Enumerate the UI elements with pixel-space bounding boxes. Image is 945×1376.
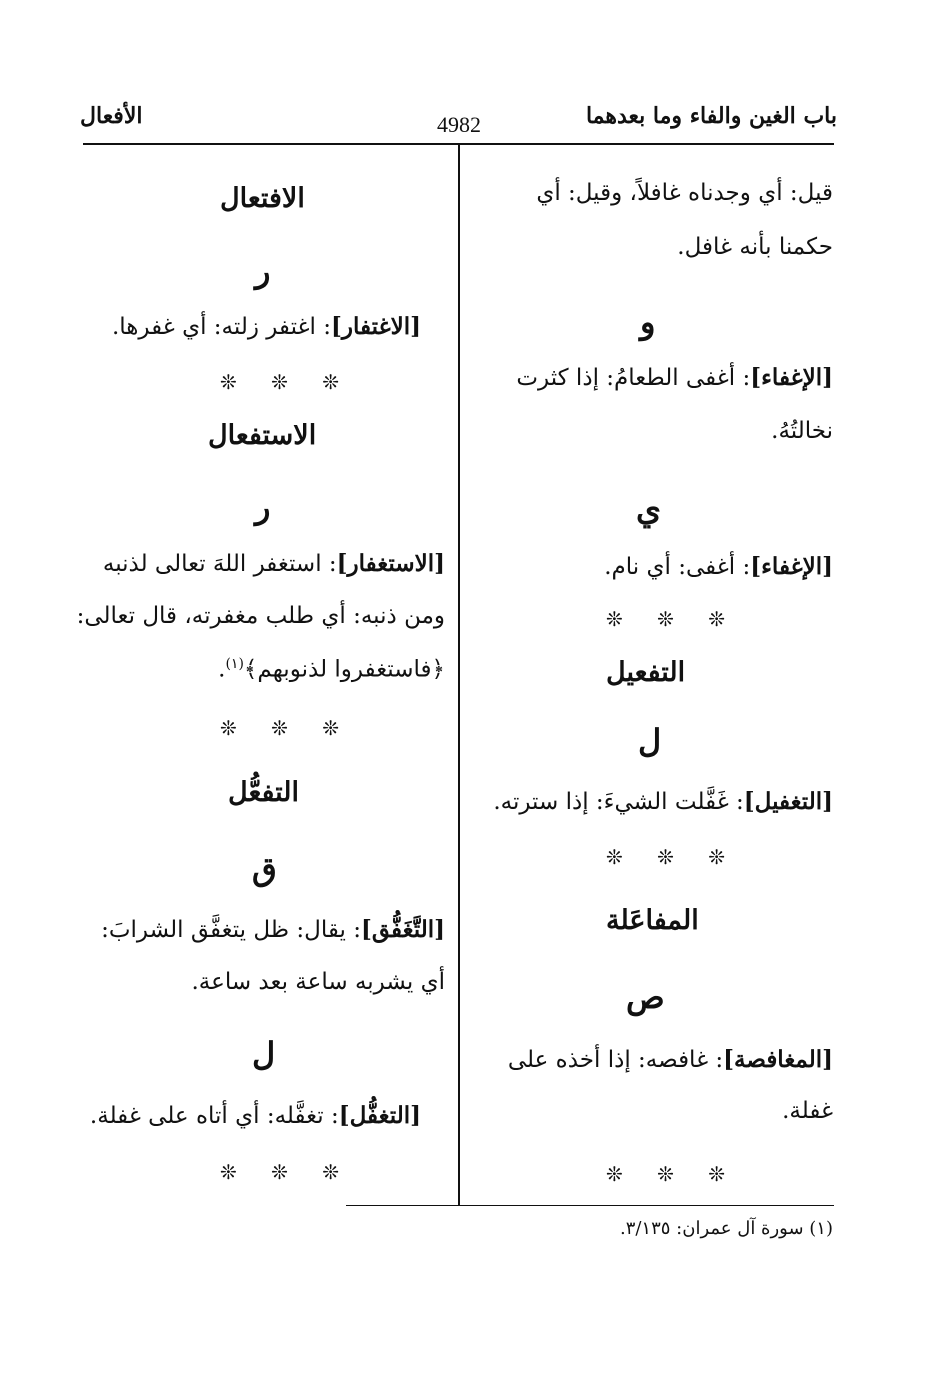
section-title-tafaul: التفعُّل [228, 777, 300, 808]
entry-term: [الإغفاء] [750, 364, 833, 391]
entry-taghfil [493, 788, 833, 817]
letter-heading-ra: ر [255, 252, 271, 290]
section-title-iftial: الافتعال [220, 183, 305, 214]
footnote-rule [346, 1205, 834, 1206]
entry-ightifar [112, 313, 421, 342]
entry-taghaffuq [101, 916, 445, 945]
entry-term: [المغافصة] [723, 1046, 833, 1073]
entry-istighfar-cont: ومن ذنبه: أي طلب مغفرته، قال تعالى: [76, 603, 445, 629]
letter-heading-lam: ل [638, 722, 662, 760]
letter-heading-sad: ص [626, 978, 665, 1016]
section-title-tafil: التفعيل [606, 657, 686, 688]
entry-istighfar [103, 550, 445, 579]
column-divider [458, 145, 460, 1205]
sentence-end: . [218, 656, 226, 683]
entry-definition: : اغتفر زلته: أي غفرها. [111, 314, 331, 340]
entry-definition: : تغفَّله: أي أتاه على غفلة. [89, 1103, 339, 1129]
right-line-1: قيل: أي وجدناه غافلاً، وقيل: أي [536, 180, 833, 206]
letter-heading-waw: و [640, 303, 656, 341]
letter-heading-lam: ل [252, 1035, 276, 1073]
entry-ighfa-1-cont: نخالتُهُ. [771, 418, 833, 444]
entry-term: [التَّغَفُّق] [360, 916, 445, 943]
entry-definition: : أغفى الطعامُ: إذا كثرت [516, 365, 751, 391]
section-divider-stars: ❊ ❊ ❊ [220, 716, 353, 740]
entry-term: [الإغفاء] [750, 553, 833, 580]
running-head-chapter: الأفعال [80, 103, 143, 129]
entry-definition: : استغفر اللهَ تعالى لذنبه [102, 551, 337, 577]
entry-definition: : أغفى: أي نام. [604, 554, 751, 580]
section-title-istifal: الاستفعال [208, 420, 317, 451]
section-divider-stars: ❊ ❊ ❊ [606, 607, 739, 631]
entry-mughafasa [508, 1046, 833, 1075]
footnote-marker: (١) [225, 656, 244, 672]
entry-term: [التغفُّل] [338, 1102, 421, 1129]
entry-ighfa-1 [516, 364, 833, 393]
entry-taghaffuq-cont: أي يشربه ساعة بعد ساعة. [191, 969, 445, 995]
section-divider-stars: ❊ ❊ ❊ [220, 1160, 353, 1184]
section-divider-stars: ❊ ❊ ❊ [606, 1162, 739, 1186]
page-number: 4982 [437, 112, 481, 137]
entry-ighfa-2 [604, 553, 833, 582]
section-divider-stars: ❊ ❊ ❊ [606, 845, 739, 869]
entry-definition: : يقال: ظل يتغفَّق الشرابَ: [101, 917, 361, 943]
entry-definition: : غافصه: إذا أخذه على [507, 1047, 724, 1073]
entry-istighfar-quote [218, 656, 445, 684]
section-divider-stars: ❊ ❊ ❊ [220, 370, 353, 394]
letter-heading-ya: ي [636, 490, 662, 528]
right-line-2: حكمنا بأنه غافل. [677, 234, 833, 260]
entry-mughafasa-cont: غفلة. [782, 1098, 833, 1124]
letter-heading-qaf: ق [252, 850, 277, 888]
section-title-mufaala: المفاعَلة [606, 905, 699, 936]
letter-heading-ra: ر [255, 488, 271, 526]
quran-quote: ﴿فاستغفروا لذنوبهم﴾ [243, 656, 445, 683]
entry-term: [الاستغفار] [336, 550, 445, 577]
running-head-section: باب الغين والفاء وما بعدهما [585, 103, 837, 129]
entry-taghaffl [90, 1102, 421, 1131]
entry-definition: : غَفَّلت الشيءَ: إذا سترته. [493, 789, 744, 815]
entry-term: [الاغتفار] [331, 313, 421, 340]
footnote: (١) سورة آل عمران: ٣/١٣٥. [619, 1218, 833, 1239]
entry-term: [التغفيل] [743, 788, 833, 815]
